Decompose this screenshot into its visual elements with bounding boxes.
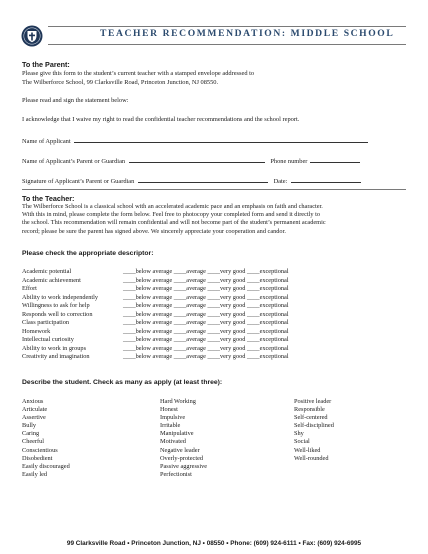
trait-item[interactable]: Honest — [160, 406, 178, 414]
rating-options[interactable]: ____below average ____average ____very good ____exceptional — [123, 319, 289, 326]
rating-row — [22, 294, 422, 302]
traits-column-1 — [22, 398, 70, 479]
rating-options[interactable]: ____below average ____average ____very good ____exceptional — [123, 353, 289, 360]
rating-options[interactable]: ____below average ____average ____very good ____exceptional — [123, 344, 289, 352]
rating-label: Effort — [22, 285, 37, 292]
trait-item[interactable]: Positive leader — [294, 398, 332, 405]
rating-row — [22, 277, 422, 285]
teacher-instructions-line: the school. This recommendation will remain confidential and will not become part of the student’s permanent academic — [22, 219, 326, 227]
trait-item[interactable]: Caring — [22, 430, 40, 438]
rating-row — [22, 345, 422, 353]
parent-instruction-line2: The Wilberforce School, 99 Clarksville Road, Princeton Junction, NJ 08550. — [22, 79, 219, 86]
rating-row — [22, 319, 422, 327]
rating-label: Class participation — [22, 319, 70, 326]
rating-row — [22, 268, 422, 276]
read-sign-text: Please read and sign the statement below: — [22, 97, 129, 104]
teacher-instructions — [22, 203, 410, 236]
rating-label: Academic achievement — [22, 276, 81, 284]
signature-label: Signature of Applicant’s Parent or Guardian — [22, 178, 135, 185]
trait-item[interactable]: Disobedient — [22, 454, 53, 462]
rating-label: Intellectual curiosity — [22, 336, 74, 343]
trait-item[interactable]: Easily led — [22, 470, 48, 478]
rating-options[interactable]: ____below average ____average ____very good ____exceptional — [123, 285, 289, 292]
trait-item[interactable]: Assertive — [22, 414, 46, 422]
trait-item[interactable]: Conscientious — [22, 446, 58, 454]
guardian-name-row — [22, 156, 360, 166]
trait-item[interactable]: Social — [294, 438, 310, 446]
applicant-name-label: Name of Applicant — [22, 138, 71, 145]
trait-item[interactable]: Impulsive — [160, 414, 186, 422]
teacher-instructions-line: With this in mind, please complete the form below. Feel free to photocopy your completed form and send it directly to — [22, 211, 321, 219]
trait-item[interactable]: Negative leader — [160, 446, 200, 454]
applicant-name-field[interactable] — [74, 136, 368, 143]
rating-options[interactable]: ____below average ____average ____very good ____exceptional — [123, 310, 289, 318]
rating-options[interactable]: ____below average ____average ____very good ____exceptional — [123, 327, 289, 335]
date-label: Date: — [273, 178, 288, 185]
signature-row — [22, 176, 361, 186]
rating-row — [22, 336, 422, 344]
trait-item[interactable]: Bully — [22, 422, 36, 430]
rating-options[interactable]: ____below average ____average ____very good ____exceptional — [123, 268, 289, 275]
trait-item[interactable]: Responsible — [294, 406, 325, 414]
trait-item[interactable]: Well-liked — [294, 446, 321, 454]
rating-label: Ability to work in groups — [22, 344, 87, 352]
waiver-statement: I acknowledge that I waive my right to read the confidential teacher recommendations and the school report. — [22, 116, 300, 123]
trait-item[interactable]: Perfectionist — [160, 470, 192, 478]
describe-heading: Describe the student. Check as many as apply (at least three): — [22, 379, 223, 386]
rating-label: Creativity and imagination — [22, 353, 90, 360]
trait-item[interactable]: Articulate — [22, 406, 48, 414]
signature-field[interactable] — [138, 176, 268, 183]
rating-label: Academic potential — [22, 268, 72, 275]
parent-instruction-line1: Please give this form to the student’s current teacher with a stamped envelope addressed to — [22, 70, 255, 77]
shield-cross-icon — [21, 25, 43, 47]
traits-column-3 — [294, 398, 334, 463]
date-field[interactable] — [291, 176, 361, 183]
descriptor-heading: Please check the appropriate descriptor: — [22, 250, 154, 257]
header-bottom-rule — [48, 44, 406, 45]
parent-heading: To the Parent: — [22, 60, 70, 69]
rating-row — [22, 353, 422, 361]
page-title: TEACHER RECOMMENDATION: MIDDLE SCHOOL — [100, 28, 395, 39]
header-top-rule — [48, 26, 406, 27]
rating-label: Willingness to ask for help — [22, 302, 90, 309]
rating-label: Responds well to correction — [22, 310, 93, 318]
rating-options[interactable]: ____below average ____average ____very good ____exceptional — [123, 302, 289, 309]
teacher-instructions-line: The Wilberforce School is a classical school with an accelerated academic pace and an emphasis on faith and character. — [22, 203, 323, 210]
teacher-instructions-line: record; please be sure the parent has signed above. We sincerely appreciate your cooperation and candor. — [22, 227, 286, 235]
rating-row — [22, 285, 422, 293]
trait-item[interactable]: Hard Working — [160, 398, 196, 405]
rating-row — [22, 311, 422, 319]
trait-item[interactable]: Anxious — [22, 398, 44, 405]
rating-row — [22, 328, 422, 336]
trait-item[interactable]: Well-rounded — [294, 454, 329, 462]
phone-field[interactable] — [310, 156, 360, 163]
trait-item[interactable]: Self-disciplined — [294, 422, 334, 430]
guardian-name-label: Name of Applicant’s Parent or Guardian — [22, 158, 126, 165]
footer-contact: 99 Clarksville Road • Princeton Junction, NJ • 08550 • Phone: (609) 924-6111 • Fax: (609) 924-6995 — [66, 540, 362, 547]
trait-item[interactable]: Easily discouraged — [22, 462, 70, 470]
rating-label: Homework — [22, 327, 51, 335]
rating-options[interactable]: ____below average ____average ____very good ____exceptional — [123, 293, 289, 301]
trait-item[interactable]: Self-centered — [294, 414, 328, 422]
trait-item[interactable]: Motivated — [160, 438, 186, 446]
trait-item[interactable]: Irritable — [160, 422, 181, 430]
trait-item[interactable]: Overly-protected — [160, 454, 204, 462]
rating-options[interactable]: ____below average ____average ____very good ____exceptional — [123, 276, 289, 284]
rating-options[interactable]: ____below average ____average ____very good ____exceptional — [123, 336, 289, 343]
phone-label: Phone number — [270, 158, 308, 165]
rating-label: Ability to work independently — [22, 293, 99, 301]
trait-item[interactable]: Manipulative — [160, 430, 194, 438]
traits-column-2 — [160, 398, 207, 479]
rating-row — [22, 302, 422, 310]
trait-item[interactable]: Cheerful — [22, 438, 45, 446]
trait-item[interactable]: Passive aggressive — [160, 462, 208, 470]
section-divider — [22, 189, 406, 190]
guardian-name-field[interactable] — [129, 156, 265, 163]
teacher-heading: To the Teacher: — [22, 194, 75, 203]
trait-item[interactable]: Shy — [294, 430, 304, 438]
applicant-name-row — [22, 136, 368, 146]
